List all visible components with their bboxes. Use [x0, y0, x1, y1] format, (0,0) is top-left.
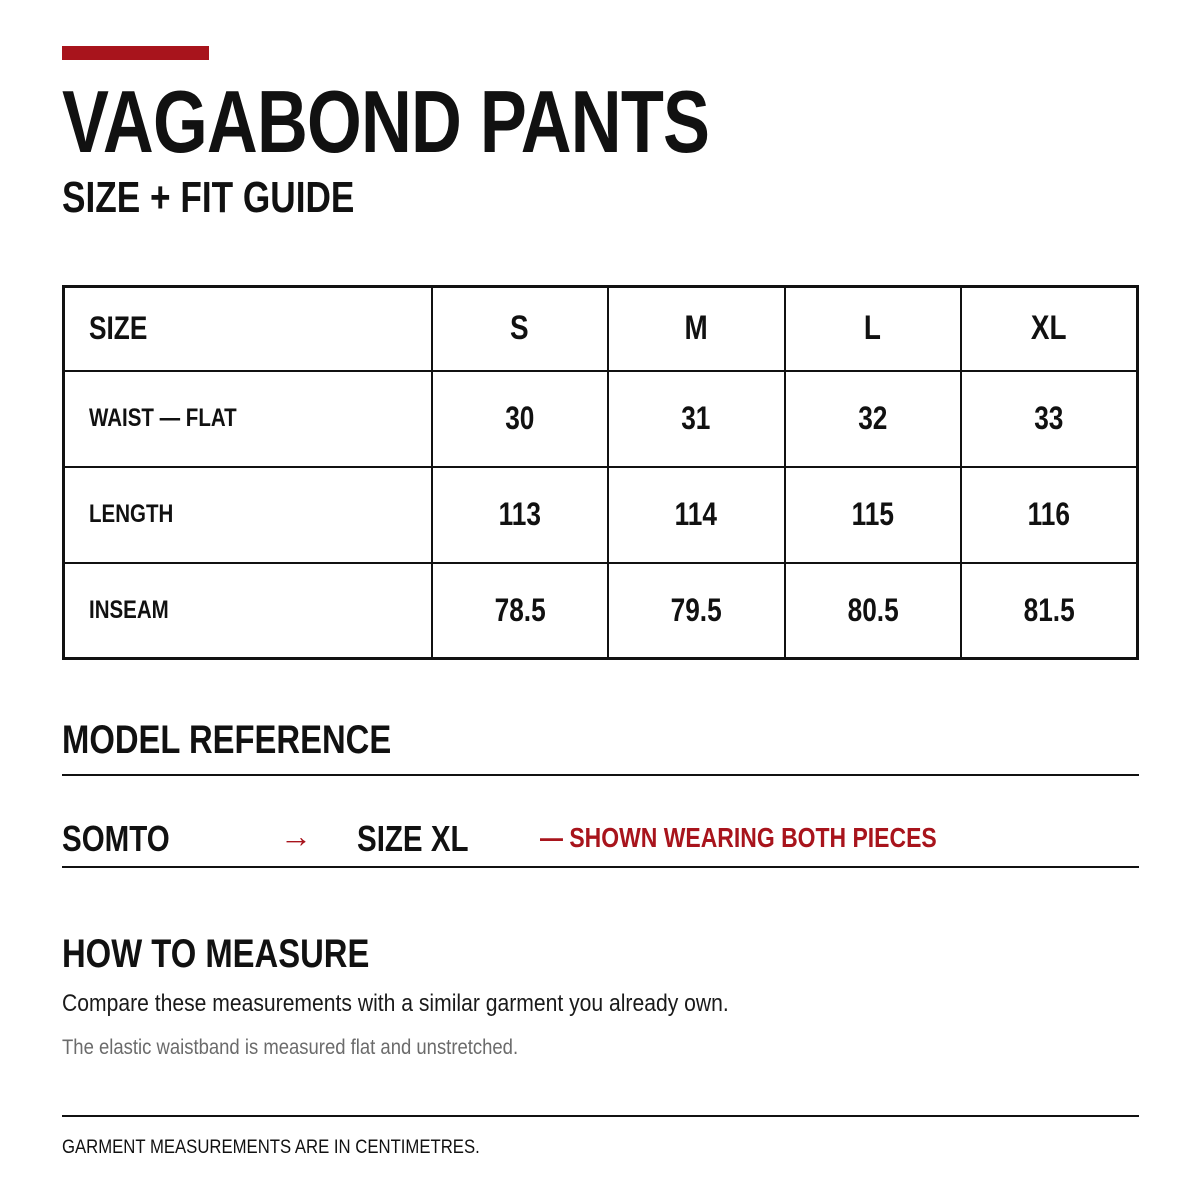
table-cell: 116	[961, 467, 1138, 563]
table-cell: 115	[785, 467, 962, 563]
table-row-inseam	[64, 563, 1138, 659]
how-to-measure-heading: HOW TO MEASURE	[62, 932, 370, 976]
table-header-row	[64, 287, 1138, 371]
divider	[62, 774, 1139, 776]
table-cell: 80.5	[785, 563, 962, 659]
header-size-m: M	[608, 287, 785, 371]
table-cell: 30	[432, 371, 609, 467]
table-row-waist	[64, 371, 1138, 467]
table-cell: 31	[608, 371, 785, 467]
table-cell: 33	[961, 371, 1138, 467]
page-subtitle: SIZE + FIT GUIDE	[62, 173, 355, 222]
divider	[62, 1115, 1139, 1117]
header-size-s: S	[432, 287, 609, 371]
accent-bar	[62, 46, 209, 60]
header-size-xl: XL	[961, 287, 1138, 371]
model-note: — SHOWN WEARING BOTH PIECES	[540, 822, 937, 853]
table-row-length	[64, 467, 1138, 563]
model-size: SIZE XL	[357, 818, 469, 859]
waistband-note: The elastic waistband is measured flat and unstretched.	[62, 1036, 519, 1059]
table-cell: 32	[785, 371, 962, 467]
size-chart-table	[62, 285, 1139, 660]
page-title: VAGABOND PANTS	[62, 72, 710, 171]
table-cell: 113	[432, 467, 609, 563]
model-name: SOMTO	[62, 818, 170, 859]
row-label: INSEAM	[64, 563, 432, 659]
table-cell: 79.5	[608, 563, 785, 659]
header-size-label: SIZE	[64, 287, 432, 371]
row-label: LENGTH	[64, 467, 432, 563]
model-reference-heading: MODEL REFERENCE	[62, 718, 392, 762]
header-size-l: L	[785, 287, 962, 371]
measure-instruction: Compare these measurements with a similar garment you already own.	[62, 990, 729, 1017]
table-cell: 81.5	[961, 563, 1138, 659]
footer-note: GARMENT MEASUREMENTS ARE IN CENTIMETRES.	[62, 1137, 480, 1158]
table-cell: 78.5	[432, 563, 609, 659]
table-cell: 114	[608, 467, 785, 563]
arrow-right-icon: →	[280, 818, 312, 854]
divider	[62, 866, 1139, 868]
row-label: WAIST — FLAT	[64, 371, 432, 467]
model-reference-row	[0, 818, 1200, 858]
